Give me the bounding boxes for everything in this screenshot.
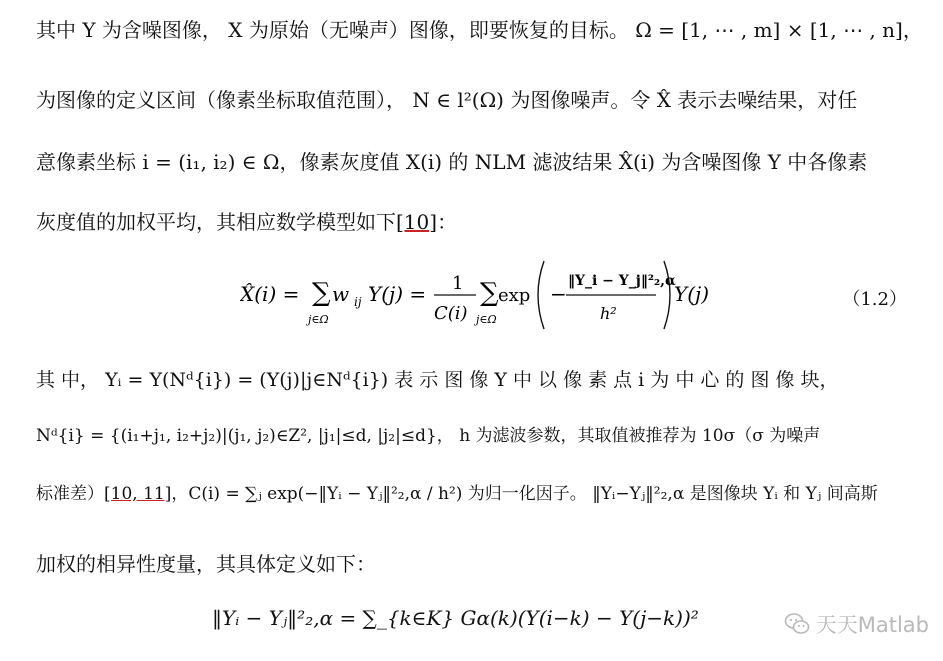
eq-sum2-sub: j∈Ω — [476, 313, 497, 326]
eq-paren-left — [538, 261, 544, 329]
paragraph1-line1: 其中 Y 为含噪图像， X 为原始（无噪声）图像，即要恢复的目标。 Ω = [1, ⋯ , m] × [1, ⋯ , n]， — [36, 18, 923, 42]
eq-term1: w — [332, 282, 350, 306]
eq-sum2: ∑ — [480, 278, 499, 308]
equation-1-2 — [240, 255, 740, 335]
eq-rhs-end: Y(j) — [674, 282, 710, 306]
paragraph1-line4-text: 灰度值的加权平均，其相应数学模型如下 — [36, 210, 396, 234]
eq-sum1: ∑ — [312, 278, 331, 308]
citation-link[interactable]: [10] — [396, 210, 438, 234]
paragraph1-line3: 意像素坐标 i = (i₁, i₂) ∈ Ω，像素灰度值 X(i) 的 NLM 滤波结果 X̂(i) 为含噪图像 Y 中各像素 — [36, 150, 868, 174]
paragraph2-line3 — [36, 480, 925, 508]
eq-sum1-sub: j∈Ω — [308, 313, 329, 326]
equation-number: （1.2） — [842, 289, 907, 310]
eq-frac-den: C(i) — [434, 303, 468, 324]
paragraph2-line1: 其 中， Yᵢ = Y(Nᵈ{i}) = (Y(j)|j∈Nᵈ{i}) 表 示 图 像 Y 中 以 像 素 点 i 为 中 心 的 图 像 块， — [36, 369, 839, 391]
paragraph1-line4 — [36, 208, 925, 236]
eq-inner-den: h² — [600, 304, 617, 323]
eq-inner-num: ‖Y_i − Y_j‖²₂,α — [568, 273, 676, 289]
wechat-icon — [784, 611, 810, 637]
eq-term1-rest: Y(j) = — [368, 282, 427, 306]
paragraph2-line3-a: 标准差） — [36, 484, 104, 504]
paragraph2-line4: 加权的相异性度量，其具体定义如下： — [36, 552, 376, 576]
paragraph1-line2: 为图像的定义区间（像素坐标取值范围）， N ∈ l²(Ω) 为图像噪声。令 X̂ 表示去噪结果，对任 — [36, 88, 858, 112]
eq-frac-num: 1 — [452, 273, 464, 294]
eq-paren-right — [664, 261, 670, 329]
watermark-label: 天天Matlab — [815, 613, 929, 637]
paragraph2-line3-b: ，C(i) = ∑ⱼ exp(−‖Yᵢ − Yⱼ‖²₂,α / h²) 为归一化因子。 ‖Yᵢ−Yⱼ‖²₂,α 是图像块 Yᵢ 和 Yⱼ 间高斯 — [171, 484, 878, 504]
eq-lhs: X̂(i) = — [240, 282, 300, 306]
paragraph2-line2: Nᵈ{i} = {(i₁+j₁, i₂+j₂)|(j₁, j₂)∈Z², |j₁|≤d, |j₂|≤d}， h 为滤波参数，其取值被推荐为 10σ（σ 为噪声 — [36, 426, 821, 446]
citation-link-2[interactable]: [10, 11] — [104, 484, 172, 504]
equation-dissimilarity: ‖Yᵢ − Yⱼ‖²₂,α = ∑_{k∈K} Gα(k)(Y(i−k) − Y(j−k))² — [212, 606, 699, 630]
watermark — [784, 609, 929, 639]
eq-exp: exp — [498, 285, 531, 306]
eq-inner-minus: − — [550, 282, 567, 306]
eq-term1-sub: ij — [354, 295, 362, 309]
paragraph1-line4-end: ： — [437, 210, 458, 234]
